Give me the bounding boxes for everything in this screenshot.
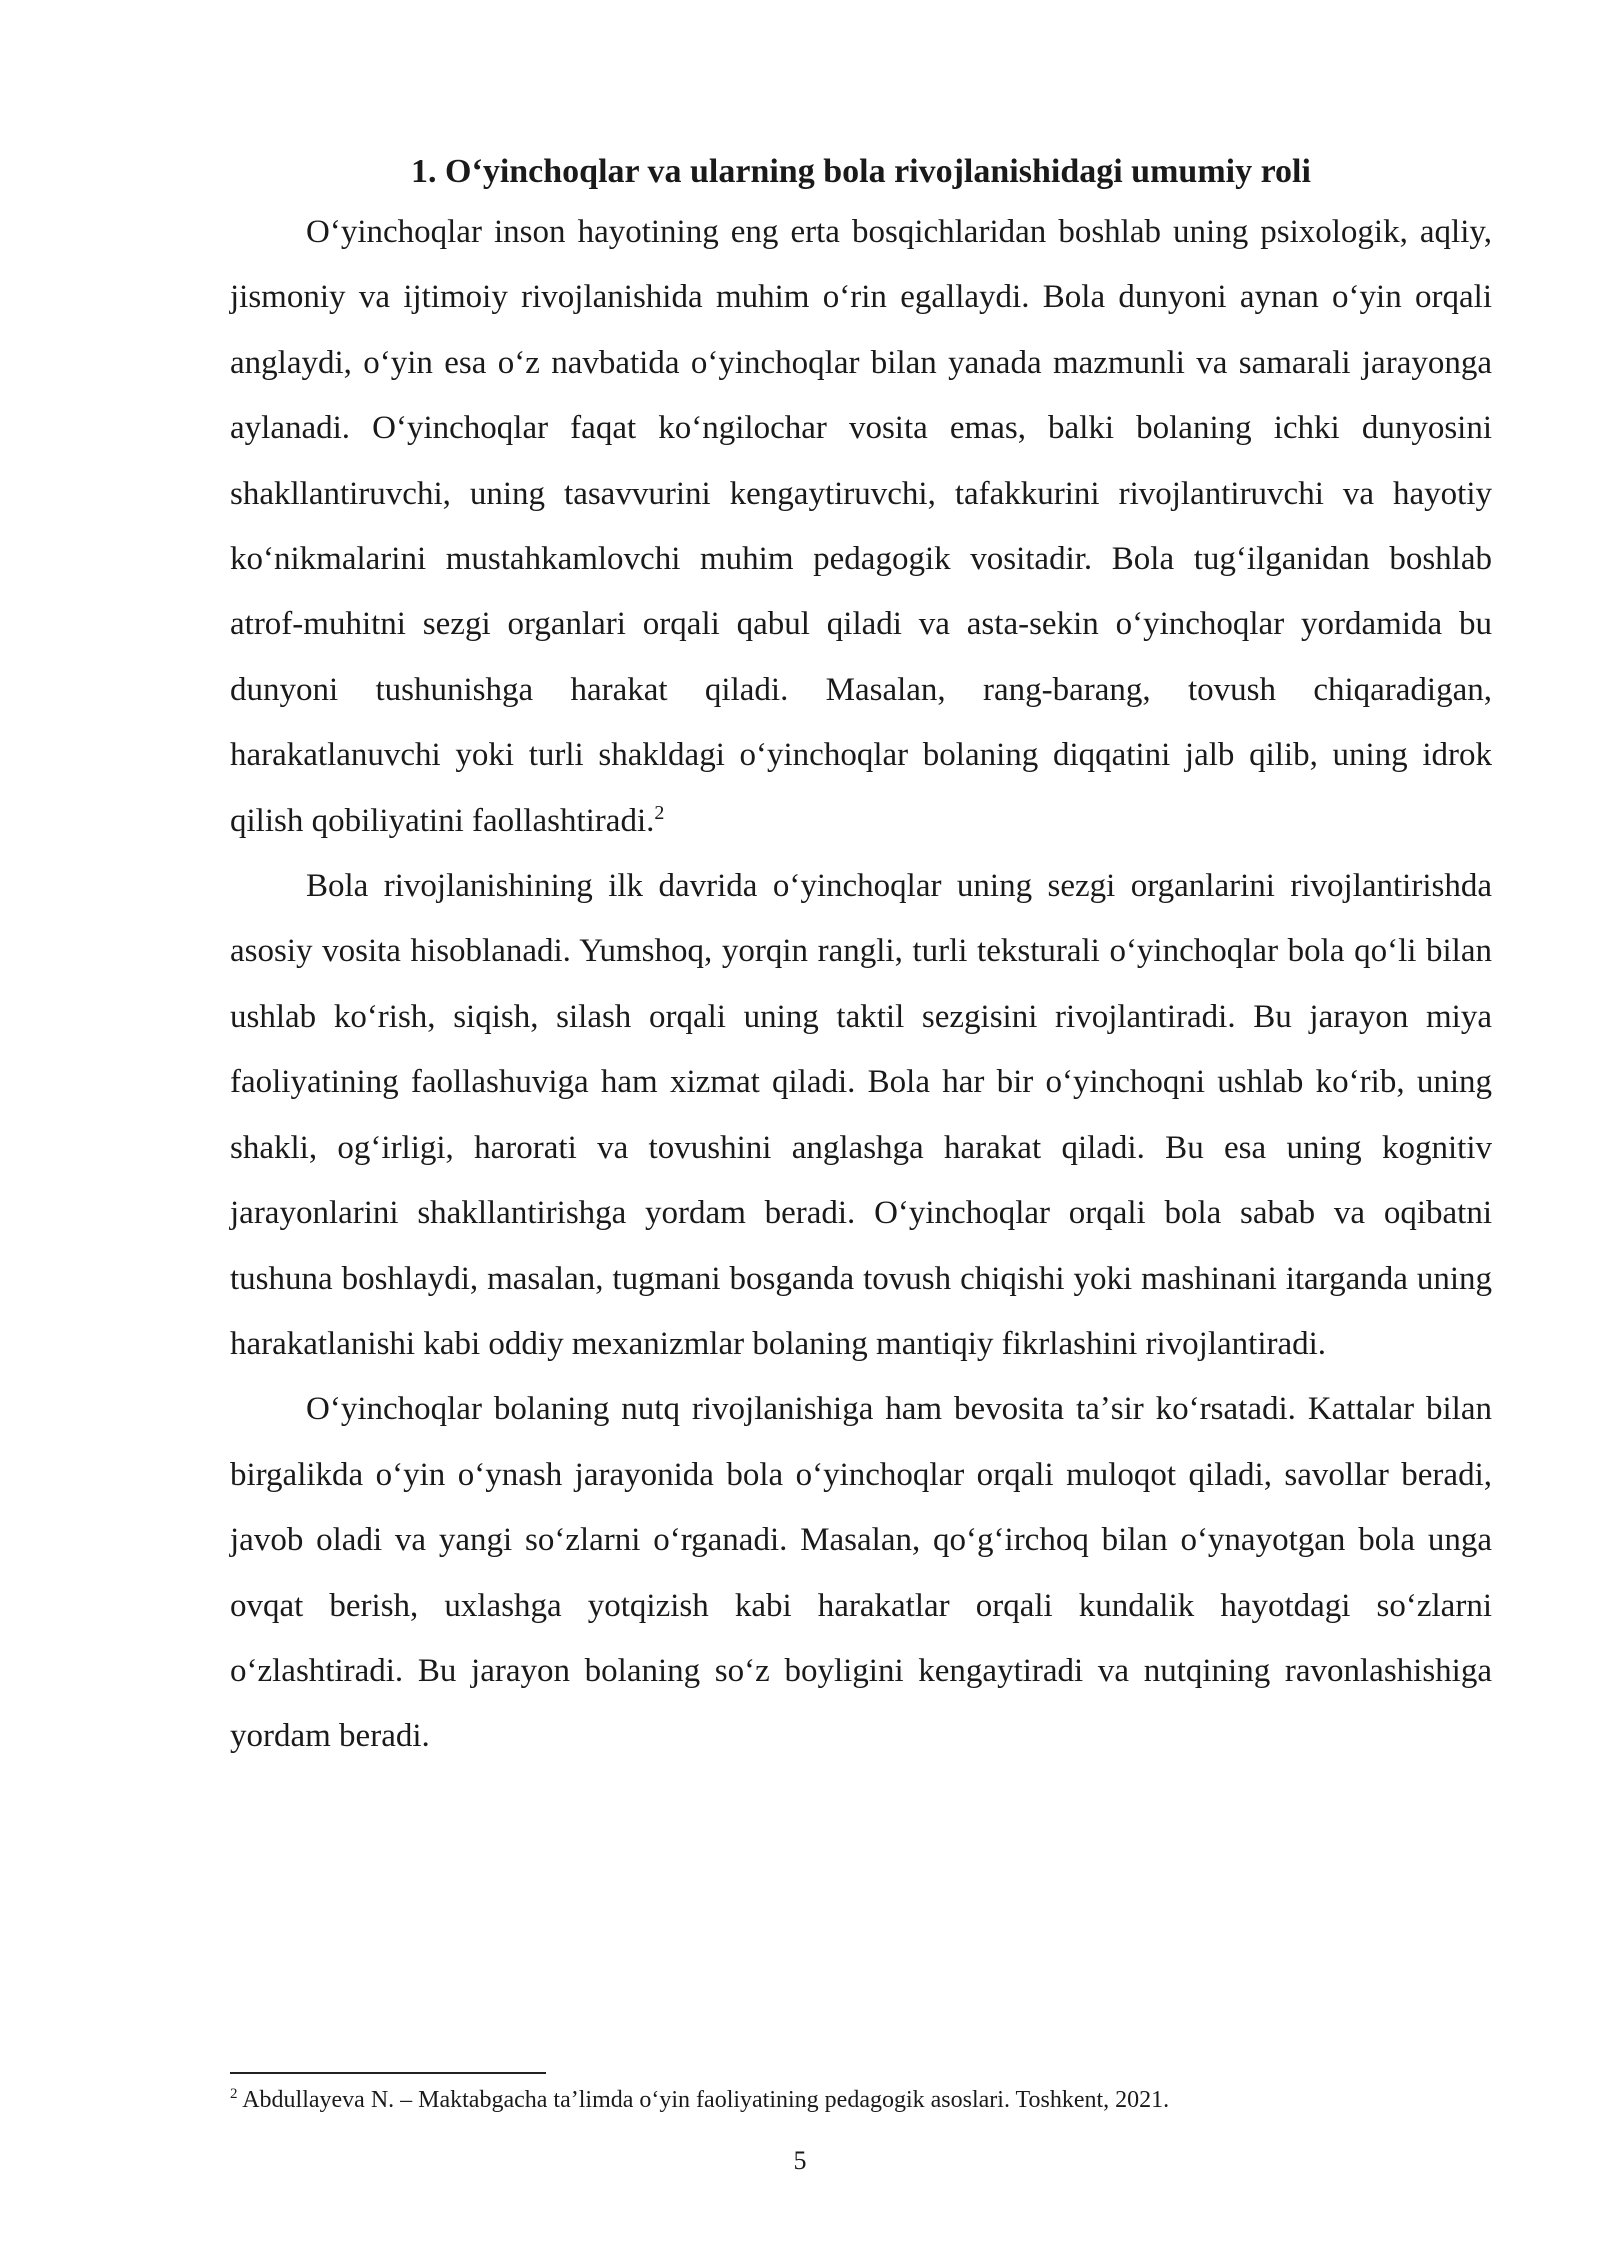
footnote bbox=[230, 2084, 1492, 2116]
paragraph-2 bbox=[230, 854, 1492, 1377]
footnote-marker: 2 bbox=[230, 2086, 238, 2102]
paragraph-2-text: Bola rivojlanishining ilk davrida oʻyinchoqlar uning sezgi organlarini rivojlantirishda asosiy vosita hisoblanadi. Yumshoq, yorqin rangli, turli teksturali oʻyinchoqlar bola qoʻli bilan ushlab koʻrish, siqish, silash orqali uning taktil sezgisini rivojlantiradi. Bu jarayon miya faoliyatining faollashuviga ham xizmat qiladi. Bola har bir oʻyinchoqni ushlab koʻrib, uning shakli, ogʻirligi, harorati va tovushini anglashga harakat qiladi. Bu esa uning kognitiv jarayonlarini shakllantirishga yordam beradi. Oʻyinchoqlar orqali bola sabab va oqibatni tushuna boshlaydi, masalan, tugmani bosganda tovush chiqishi yoki mashinani itarganda uning harakatlanishi kabi oddiy mexanizmlar bolaning mantiqiy fikrlashini rivojlantiradi. bbox=[230, 868, 1492, 1362]
section-heading: 1. Oʻyinchoqlar va ularning bola rivojlanishidagi umumiy roli bbox=[411, 153, 1311, 190]
page-number: 5 bbox=[793, 2146, 807, 2175]
footnote-divider bbox=[230, 2072, 546, 2074]
paragraph-3-text: Oʻyinchoqlar bolaning nutq rivojlanishiga ham bevosita taʼsir koʻrsatadi. Kattalar bilan birgalikda oʻyin oʻynash jarayonida bola oʻyinchoqlar orqali muloqot qiladi, savollar beradi, javob oladi va yangi soʻzlarni oʻrganadi. Masalan, qoʻgʻirchoq bilan oʻynayotgan bola unga ovqat berish, uxlashga yotqizish kabi harakatlar orqali kundalik hayotdagi soʻzlarni oʻzlashtiradi. Bu jarayon bolaning soʻz boyligini kengaytiradi va nutqining ravonlashishiga yordam beradi. bbox=[230, 1391, 1492, 1755]
footnote-text: Abdullayeva N. – Maktabgacha taʼlimda oʻyin faoliyatining pedagogik asoslari. Toshkent, 2021. bbox=[242, 2087, 1170, 2113]
footnote-reference[interactable]: 2 bbox=[654, 801, 665, 824]
document-page bbox=[230, 150, 1492, 1770]
paragraph-1 bbox=[230, 200, 1492, 854]
paragraph-3 bbox=[230, 1377, 1492, 1769]
paragraph-1-text: Oʻyinchoqlar inson hayotining eng erta bosqichlaridan boshlab uning psixologik, aqliy, jismoniy va ijtimoiy rivojlanishida muhim oʻrin egallaydi. Bola dunyoni aynan oʻyin orqali anglaydi, oʻyin esa oʻz navbatida oʻyinchoqlar bilan yanada mazmunli va samarali jarayonga aylanadi. Oʻyinchoqlar faqat koʻngilochar vosita emas, balki bolaning ichki dunyosini shakllantiruvchi, uning tasavvurini kengaytiruvchi, tafakkurini rivojlantiruvchi va hayotiy koʻnikmalarini mustahkamlovchi muhim pedagogik vositadir. Bola tugʻilganidan boshlab atrof-muhitni sezgi organlari orqali qabul qiladi va asta-sekin oʻyinchoqlar yordamida bu dunyoni tushunishga harakat qiladi. Masalan, rang-barang, tovush chiqaradigan, harakatlanuvchi yoki turli shakldagi oʻyinchoqlar bolaning diqqatini jalb qilib, uning idrok qilish qobiliyatini faollashtiradi. bbox=[230, 214, 1492, 839]
